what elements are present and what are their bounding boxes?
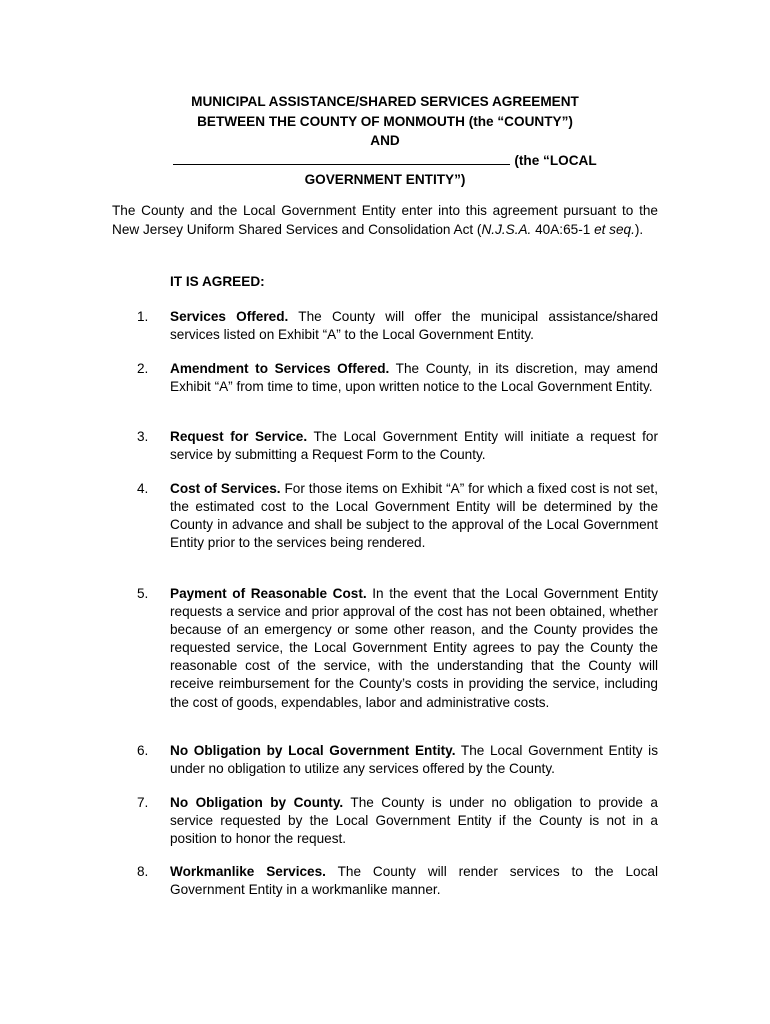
title-line-4-suffix: (the “LOCAL <box>514 152 597 168</box>
clause-6 <box>112 742 658 778</box>
clause-7 <box>112 794 658 848</box>
intro-text-after: ). <box>634 222 644 237</box>
clause-text: In the event that the Local Government Entity requests a service and prior approval of the cost has not been obtained, whether because of an emergency or some other reason, and the County provides the requested service, the Local Government Entity agrees to pay the County the reasonable cost of the service, with the understanding that the County will receive reimbursement for the County’s costs in providing the service, including the cost of goods, expendables, labor and administrative costs. <box>170 586 658 710</box>
title-line-5: GOVERNMENT ENTITY”) <box>304 172 466 187</box>
title-line-2: BETWEEN THE COUNTY OF MONMOUTH (the “COUNTY”) <box>197 113 573 129</box>
clause-number: 6. <box>137 743 149 758</box>
agreement-title <box>112 92 658 190</box>
title-line-3: AND <box>370 133 400 148</box>
clause-heading: Cost of Services. <box>170 481 281 496</box>
clause-number: 4. <box>137 481 149 496</box>
clause-text: The County is under no obligation to provide a service requested by the Local Government Entity if the County is not in a position to honor the request. <box>170 795 658 847</box>
intro-citation: N.J.S.A. <box>481 222 532 237</box>
clause-text: The County, in its discretion, may amend Exhibit “A” from time to time, upon written notice to the Local Government Entity. <box>170 361 658 395</box>
clause-heading: Payment of Reasonable Cost. <box>170 586 367 601</box>
clause-text: The County will offer the municipal assistance/shared services listed on Exhibit “A” to the Local Government Entity. <box>170 309 658 343</box>
clause-heading: No Obligation by County. <box>170 795 344 810</box>
clause-text: The Local Government Entity will initiate a request for service by submitting a Request Form to the County. <box>170 429 658 463</box>
clause-heading: Workmanlike Services. <box>170 864 326 879</box>
clause-number: 8. <box>137 864 149 879</box>
clause-heading: No Obligation by Local Government Entity. <box>170 743 456 758</box>
clause-1 <box>112 308 658 344</box>
clause-text: The County will render services to the Local Government Entity in a workmanlike manner. <box>170 864 658 898</box>
intro-text-before: The County and the Local Government Entity enter into this agreement pursuant to the New Jersey Uniform Shared Services and Consolidation Act ( <box>112 203 658 237</box>
clause-5 <box>112 585 658 712</box>
intro-et-seq: et seq. <box>594 222 635 237</box>
entity-name-blank[interactable] <box>173 152 510 165</box>
clause-8 <box>112 863 658 899</box>
clause-text: For those items on Exhibit “A” for which a fixed cost is not set, the estimated cost to the Local Government Entity will be determined by the County in advance and shall be subject to the approval of the Local Government Entity prior to the services being rendered. <box>170 481 658 551</box>
clause-heading: Services Offered. <box>170 309 289 324</box>
agreed-heading: IT IS AGREED: <box>170 274 265 289</box>
clause-4 <box>112 480 658 552</box>
clause-2 <box>112 360 658 396</box>
clause-number: 2. <box>137 361 149 376</box>
clause-number: 7. <box>137 795 149 810</box>
clause-number: 5. <box>137 586 149 601</box>
clause-number: 1. <box>137 309 149 324</box>
title-line-1: MUNICIPAL ASSISTANCE/SHARED SERVICES AGREEMENT <box>191 94 579 109</box>
intro-paragraph <box>112 201 658 239</box>
title-line-4 <box>112 151 658 171</box>
clause-heading: Amendment to Services Offered. <box>170 361 390 376</box>
clause-text: The Local Government Entity is under no obligation to utilize any services offered by the County. <box>170 743 658 777</box>
clause-heading: Request for Service. <box>170 429 308 444</box>
intro-text-mid: 40A:65-1 <box>531 222 595 237</box>
clause-3 <box>112 428 658 464</box>
clause-number: 3. <box>137 429 149 444</box>
